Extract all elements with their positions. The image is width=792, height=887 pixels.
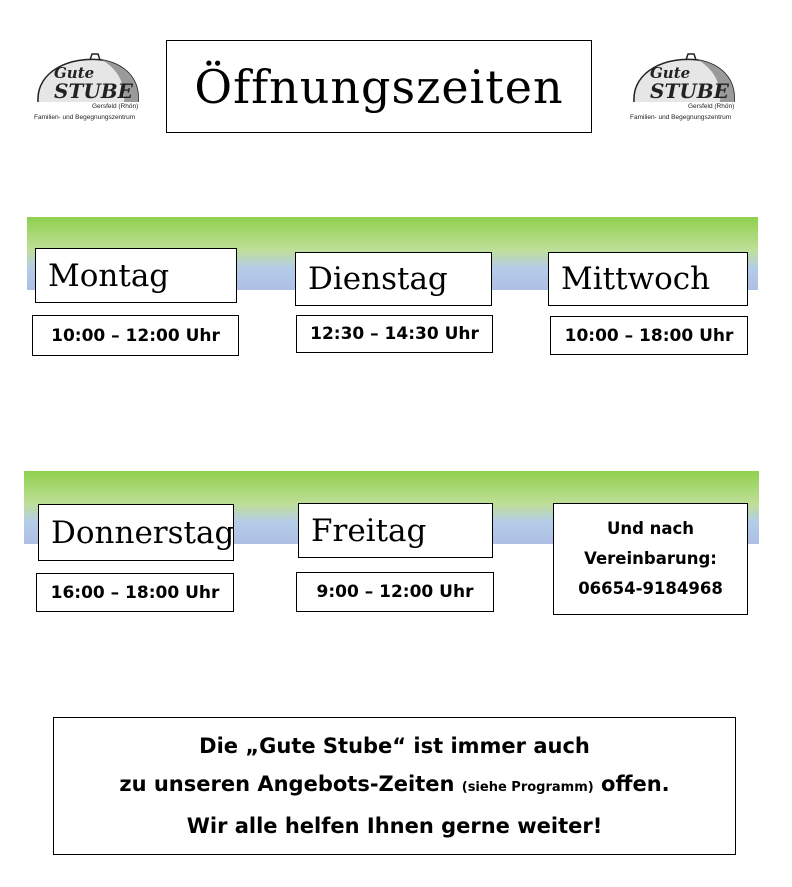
info-line-1: Die „Gute Stube“ ist immer auch: [199, 734, 590, 758]
hours-label: 9:00 – 12:00 Uhr: [316, 582, 474, 602]
day-box-montag: [35, 248, 237, 303]
logo-left: [32, 50, 162, 130]
hours-box-mittwoch: [550, 316, 748, 355]
logo-tagline: Familien- und Begegnungszentrum: [34, 114, 136, 121]
day-box-dienstag: [295, 252, 492, 306]
info-line-2: [119, 765, 669, 807]
hours-box-donnerstag: [36, 573, 234, 612]
logo-tagline: Familien- und Begegnungszentrum: [630, 114, 732, 121]
day-label: Donnerstag: [51, 514, 235, 551]
info-line-2-end: offen.: [601, 772, 670, 796]
appointment-line-1: Und nach: [606, 519, 695, 538]
logo-name-top: Gute: [54, 64, 95, 82]
hours-label: 10:00 – 18:00 Uhr: [564, 325, 734, 346]
day-label: Montag: [48, 257, 170, 294]
hours-box-freitag: [296, 572, 494, 612]
hours-label: 12:30 – 14:30 Uhr: [310, 324, 479, 344]
logo-place: Gersfeld (Rhön): [92, 103, 139, 110]
hours-label: 16:00 – 18:00 Uhr: [50, 582, 220, 603]
appointment-box: [553, 503, 748, 615]
day-box-mittwoch: [548, 252, 748, 306]
hours-box-montag: [32, 315, 239, 356]
info-box: [53, 717, 736, 855]
hours-label: 10:00 – 12:00 Uhr: [51, 325, 220, 346]
page-title: Öffnungszeiten: [194, 59, 564, 114]
day-box-freitag: [298, 503, 493, 558]
day-label: Dienstag: [308, 261, 448, 297]
info-line-2-start: zu unseren Angebots-Zeiten: [119, 772, 455, 796]
appointment-phone: 06654-9184968: [578, 579, 723, 598]
logo-right: [628, 50, 758, 130]
logo-place: Gersfeld (Rhön): [688, 103, 735, 110]
logo-name-bottom: STUBE: [54, 79, 133, 103]
day-box-donnerstag: [38, 504, 234, 561]
title-box: [166, 40, 592, 133]
day-label: Freitag: [311, 512, 427, 549]
info-line-3: Wir alle helfen Ihnen gerne weiter!: [186, 814, 603, 838]
logo-name-top: Gute: [650, 64, 691, 82]
logo-name-bottom: STUBE: [650, 79, 729, 103]
hours-box-dienstag: [296, 315, 493, 353]
program-note: (siehe Programm): [461, 780, 594, 795]
day-label: Mittwoch: [561, 261, 711, 297]
appointment-line-2: Vereinbarung:: [584, 549, 717, 568]
